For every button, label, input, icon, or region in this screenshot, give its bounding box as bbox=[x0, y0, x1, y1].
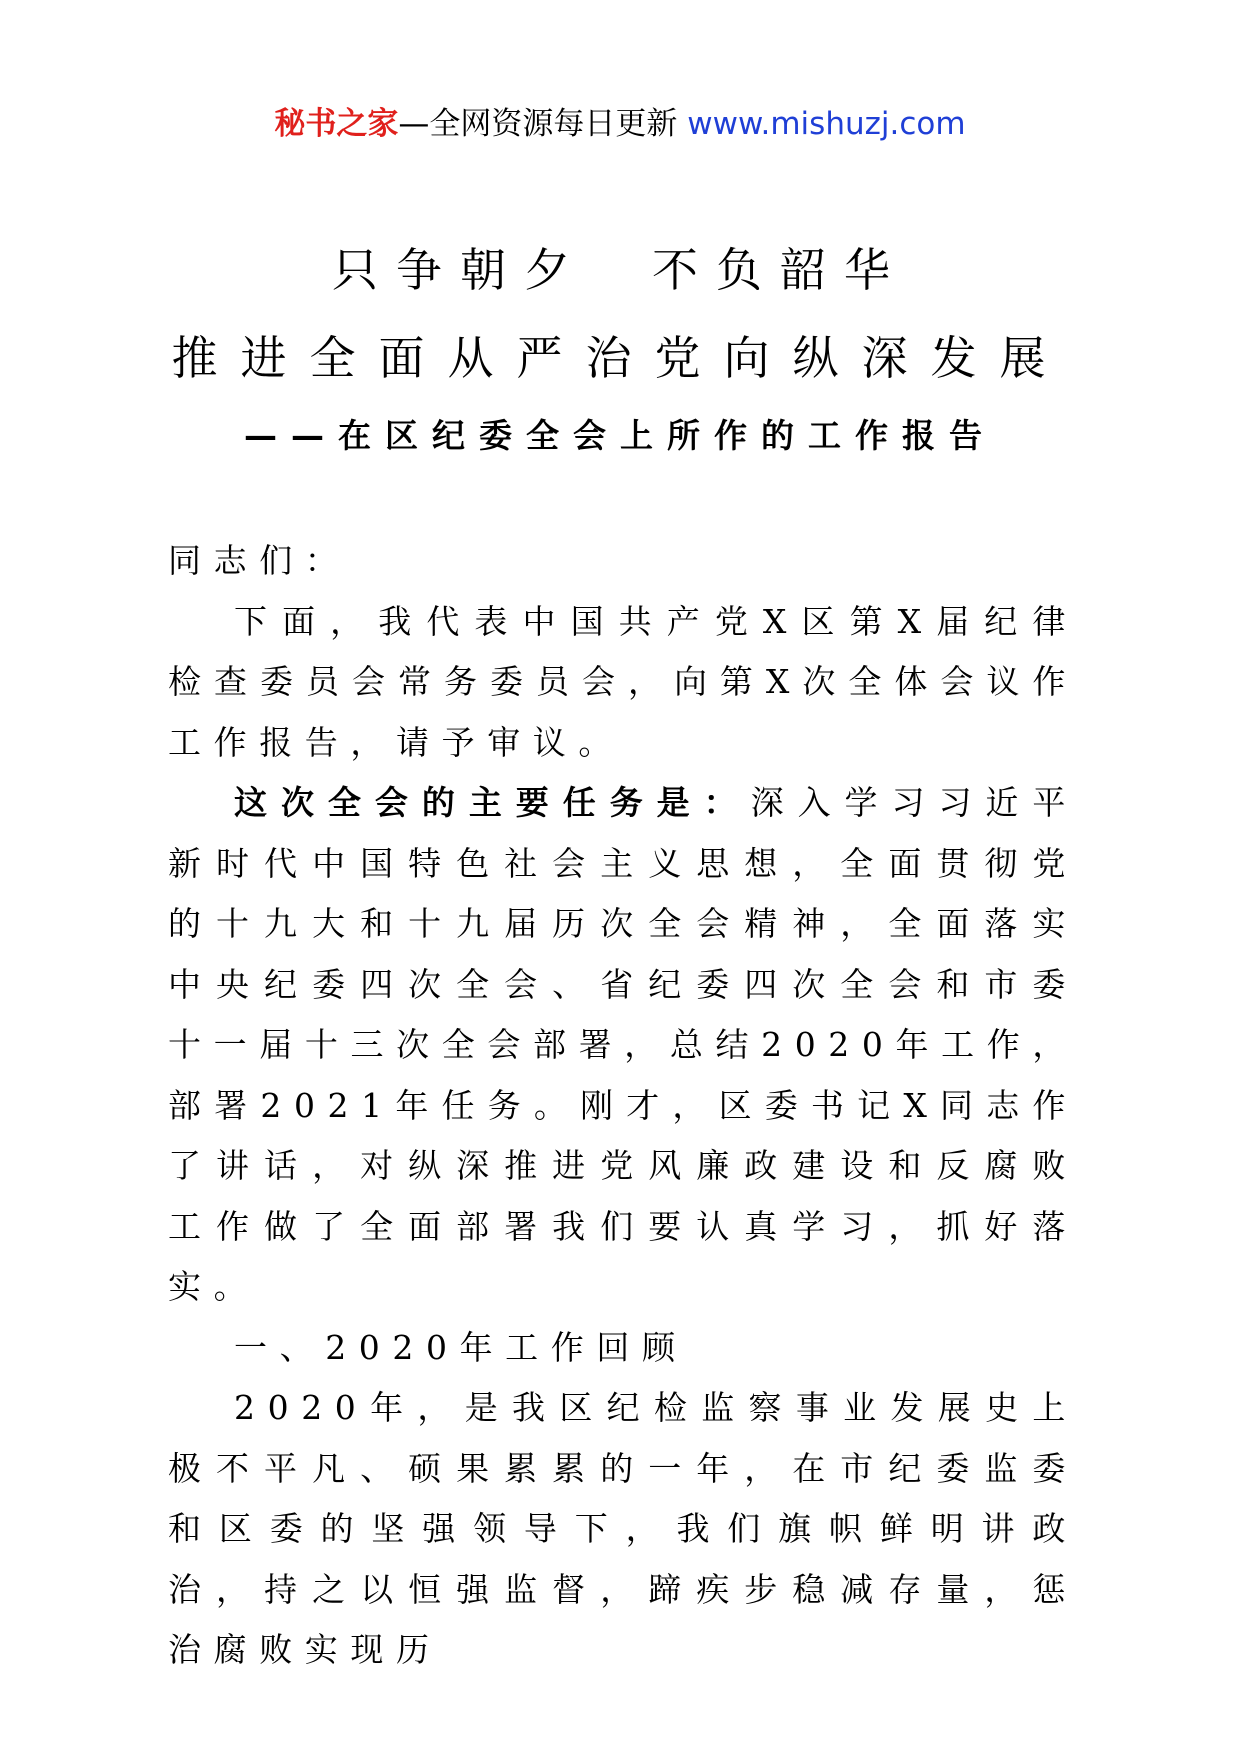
title-line-1: 只争朝夕 不负韶华 bbox=[332, 243, 908, 297]
salutation: 同志们： bbox=[168, 541, 351, 580]
paragraph-main-tasks bbox=[168, 773, 1078, 1318]
main-tasks-lead: 这次全会的主要任务是： bbox=[234, 783, 751, 822]
banner-tagline: —全网资源每日更新 bbox=[398, 106, 688, 142]
title-line-2: 推进全面从严治党向纵深发展 bbox=[171, 331, 1069, 385]
main-tasks-text: 深入学习习近平新时代中国特色社会主义思想，全面贯彻党的十九大和十九届历次全会精神，全面落实中央纪委四次全会、省纪委四次全会和市委十一届十三次全会部署，总结2020年工作，部署2021年任务。刚才，区委书记X同志作了讲话，对纵深推进党风廉政建设和反腐败工作做了全面部署我们要认真学习，抓好落实。 bbox=[168, 783, 1078, 1306]
paragraph-intro: 下面，我代表中国共产党X区第X届纪律检查委员会常务委员会，向第X次全体会议作工作报告，请予审议。 bbox=[168, 601, 1078, 762]
paragraph-review: 2020年，是我区纪检监察事业发展史上极不平凡、硕果累累的一年，在市纪委监委和区委的坚强领导下，我们旗帜鲜明讲政治，持之以恒强监督，蹄疾步稳减存量，惩治腐败实现历 bbox=[168, 1388, 1078, 1669]
site-url-link[interactable]: www.mishuzj.com bbox=[687, 106, 966, 142]
site-banner bbox=[0, 100, 1240, 148]
section-heading-review: 一、2020年工作回顾 bbox=[234, 1327, 688, 1367]
report-body bbox=[168, 531, 1078, 1681]
brand-name: 秘书之家 bbox=[274, 106, 399, 142]
report-subtitle: ——在区纪委全会上所作的工作报告 bbox=[244, 416, 996, 455]
